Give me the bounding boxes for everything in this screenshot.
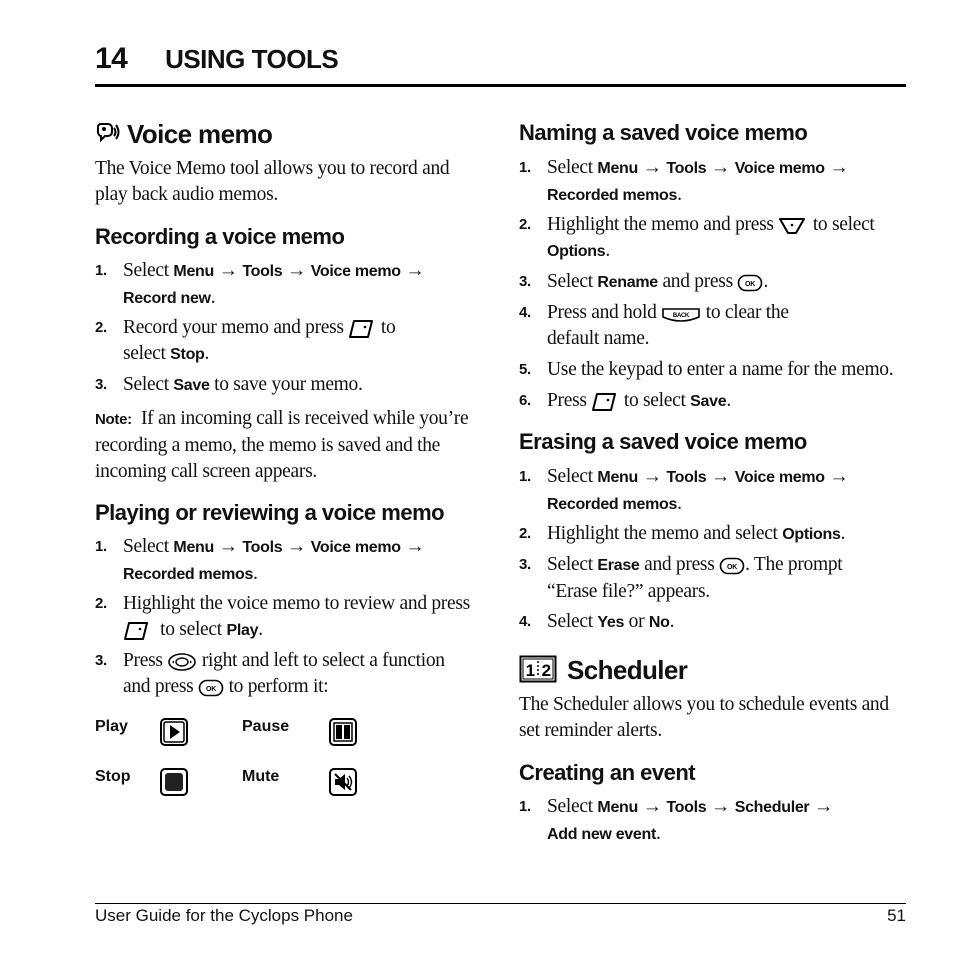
pause-icon: [328, 717, 358, 747]
playing-heading: Playing or reviewing a voice memo: [95, 500, 445, 525]
chapter-header: [95, 40, 906, 87]
voice-memo-intro: The Voice Memo tool allows you to record and play back audio memos.: [95, 158, 450, 205]
scheduler-intro: The Scheduler allows you to schedule events and set reminder alerts.: [519, 694, 889, 741]
ok-key-icon: [737, 274, 763, 292]
svg-text:BACK: BACK: [673, 312, 690, 319]
svg-text:1: 1: [525, 661, 535, 680]
softkey-right-icon: [348, 318, 376, 340]
mute-icon: [328, 767, 358, 797]
play-icon: [159, 717, 189, 747]
scheduler-heading: 1 2 Scheduler: [519, 655, 687, 686]
svg-text:2: 2: [541, 661, 551, 680]
nav-key-icon: [167, 652, 197, 672]
chapter-name: USING TOOLS: [165, 44, 339, 74]
calendar-icon: [519, 655, 557, 683]
chapter-number: 14: [95, 42, 128, 75]
stop-icon: [159, 767, 189, 797]
softkey-left-icon: [778, 215, 808, 237]
chapter-title: [95, 42, 338, 76]
footer-title: User Guide for the Cyclops Phone: [95, 906, 353, 925]
voice-memo-heading: Voice memo: [95, 119, 272, 150]
voice-memo-icon: [95, 120, 121, 146]
svg-text:OK: OK: [745, 280, 756, 288]
recording-note: Note: If an incoming call is received while you’re recording a memo, the memo is saved and the incoming call screen appears.: [95, 408, 469, 482]
svg-text:OK: OK: [727, 563, 738, 571]
ok-key-icon: [719, 557, 745, 575]
back-key-icon: [661, 305, 701, 323]
ok-key-icon: [198, 679, 224, 697]
control-label-pause: Pause: [242, 718, 290, 735]
creating-event-heading: Creating an event: [519, 760, 696, 785]
control-label-play: Play: [95, 718, 128, 735]
erasing-heading: Erasing a saved voice memo: [519, 429, 807, 454]
control-label-stop: Stop: [95, 768, 131, 785]
recording-heading: Recording a voice memo: [95, 224, 345, 249]
softkey-right-icon: [591, 391, 619, 413]
note-label: Note:: [95, 411, 132, 428]
control-label-mute: Mute: [242, 768, 280, 785]
naming-heading: Naming a saved voice memo: [519, 120, 808, 145]
softkey-right-icon: [123, 620, 151, 642]
svg-text:OK: OK: [206, 685, 216, 693]
page-number: 51: [887, 906, 906, 925]
page-footer: [95, 903, 906, 925]
